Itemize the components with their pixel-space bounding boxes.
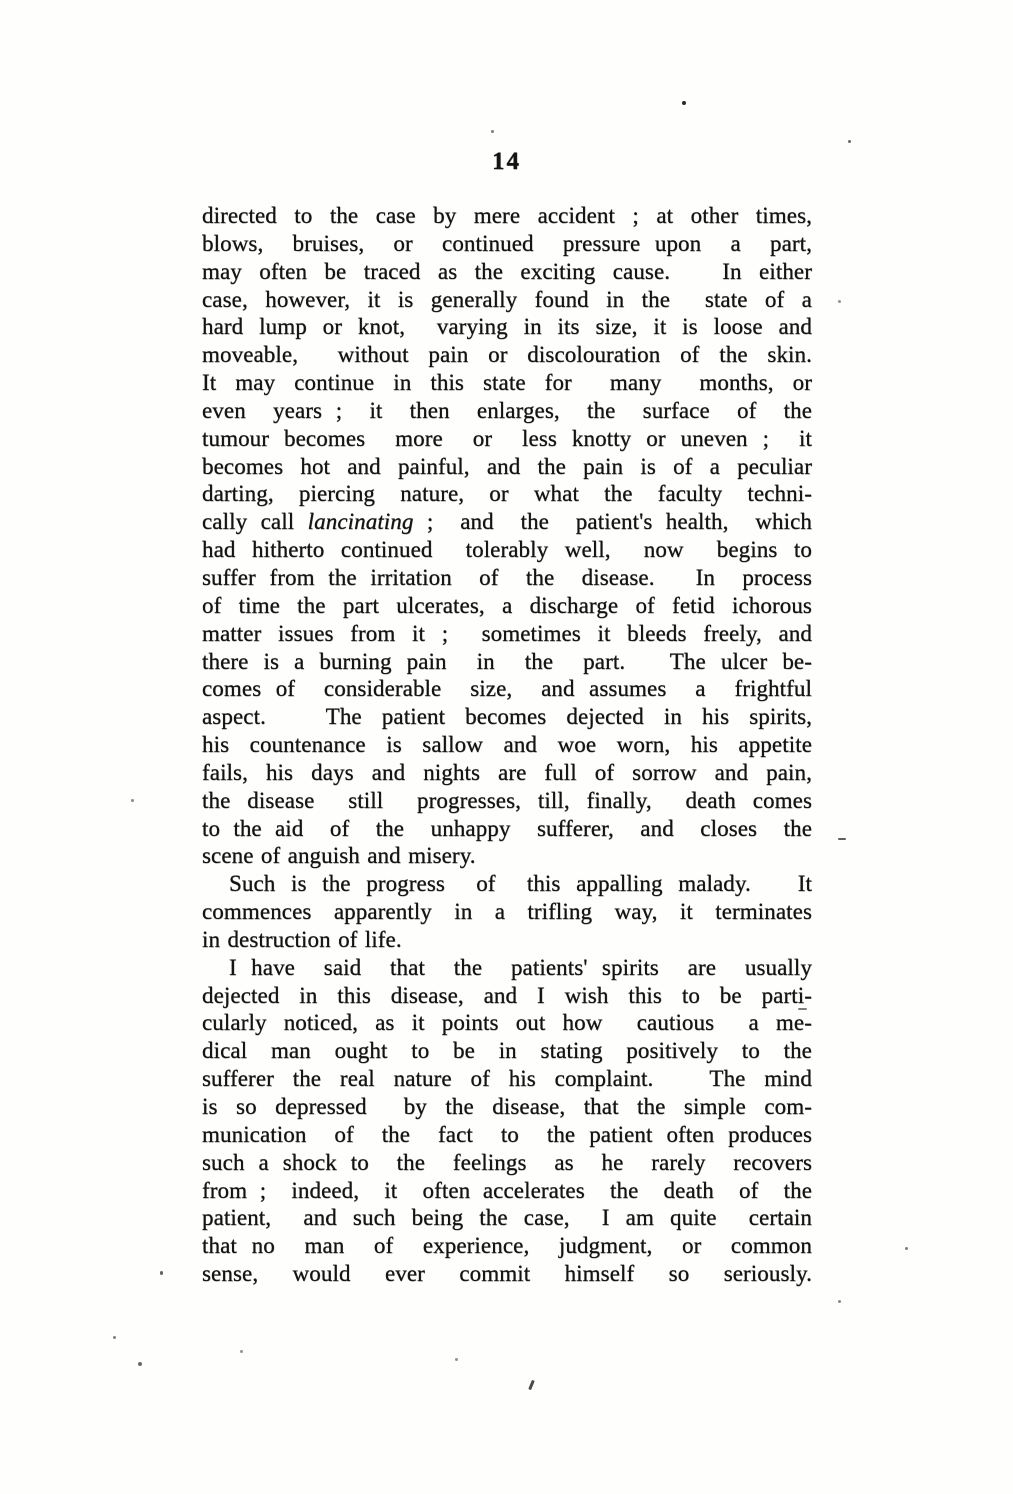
scan-speck [838, 300, 841, 303]
text-segment: blows, bruises, or continued pressure upon a part, [202, 230, 812, 256]
text-segment: tumour becomes more or less knotty or uneven ; it [202, 425, 812, 451]
text-segment: that no man of experience, judgment, or common [202, 1233, 812, 1259]
scan-speck [160, 1271, 163, 1275]
scan-speck [138, 1362, 142, 1366]
scan-speck [838, 1300, 841, 1303]
text-line [202, 648, 812, 676]
text-line [202, 1121, 812, 1149]
text-line [202, 703, 812, 731]
text-line [202, 1065, 812, 1093]
text-segment: cally call [202, 509, 308, 535]
text-segment: his countenance is sallow and woe worn, his appetite [202, 732, 812, 758]
text-line [202, 230, 812, 258]
text-line [202, 1177, 812, 1205]
text-segment: lancinating [307, 509, 414, 535]
text-line [202, 1093, 812, 1121]
text-line [202, 202, 812, 230]
scan-speck [528, 1380, 535, 1390]
text-segment: ; and the patient's health, which [413, 509, 812, 535]
scan-speck [455, 1358, 458, 1361]
text-segment: becomes hot and painful, and the pain is of a peculiar [202, 453, 812, 479]
scan-speck [848, 140, 851, 143]
page-text [202, 202, 812, 1288]
text-segment: scene of anguish and misery. [202, 843, 476, 869]
text-segment: case, however, it is generally found in the state of a [202, 286, 812, 312]
text-line [202, 536, 812, 564]
text-line [202, 620, 812, 648]
text-segment: dejected in this disease, and I wish this to be parti- [202, 982, 812, 1008]
text-segment: patient, and such being the case, I am quite certain [202, 1205, 812, 1231]
text-line [202, 815, 812, 843]
scan-speck [131, 799, 134, 802]
scan-speck [682, 101, 686, 105]
text-segment: Such is the progress of this appalling malady. It [229, 871, 812, 897]
text-line [202, 313, 812, 341]
text-segment: aspect. The patient becomes dejected in his spirits, [202, 704, 812, 730]
text-line [202, 954, 812, 982]
text-line [202, 675, 812, 703]
text-line [202, 1009, 812, 1037]
text-line [202, 341, 812, 369]
text-line [202, 397, 812, 425]
text-line [202, 870, 812, 898]
text-segment: had hitherto continued tolerably well, now begins to [202, 537, 812, 563]
scan-speck [798, 1008, 807, 1010]
text-segment: munication of the fact to the patient often produces [202, 1121, 812, 1147]
text-segment: sufferer the real nature of his complaint. The mind [202, 1066, 812, 1092]
text-segment: there is a burning pain in the part. The ulcer be- [202, 648, 812, 674]
text-line [202, 1149, 812, 1177]
text-line [202, 425, 812, 453]
text-segment: It may continue in this state for many months, or [202, 370, 812, 396]
text-line [202, 759, 812, 787]
text-segment: suffer from the irritation of the disease. In process [202, 564, 812, 590]
text-line [202, 787, 812, 815]
scan-speck [113, 1336, 116, 1339]
text-segment: darting, piercing nature, or what the faculty techni- [202, 481, 812, 507]
text-line [202, 926, 812, 954]
text-line [202, 982, 812, 1010]
text-segment: I have said that the patients' spirits are usually [229, 954, 812, 980]
text-segment: commences apparently in a trifling way, it terminates [202, 899, 812, 925]
text-line [202, 453, 812, 481]
text-line [202, 1037, 812, 1065]
text-segment: dical man ought to be in stating positively to the [202, 1038, 812, 1064]
text-segment: the disease still progresses, till, finally, death comes [202, 787, 812, 813]
text-segment: from ; indeed, it often accelerates the death of the [202, 1177, 812, 1203]
scan-speck [905, 1247, 908, 1250]
text-line [202, 898, 812, 926]
text-line [202, 1232, 812, 1260]
scan-speck [491, 130, 494, 133]
text-segment: directed to the case by mere accident ; at other times, [202, 203, 812, 228]
text-line [202, 592, 812, 620]
text-segment: is so depressed by the disease, that the simple com- [202, 1094, 812, 1119]
text-segment: comes of considerable size, and assumes a frightful [202, 676, 812, 702]
text-segment: cularly noticed, as it points out how cautious a me- [202, 1010, 812, 1036]
text-line [202, 1204, 812, 1232]
text-segment: such a shock to the feelings as he rarely recovers [202, 1149, 812, 1175]
page-number: 14 [492, 148, 521, 175]
text-segment: sense, would ever commit himself so seriously. [202, 1261, 812, 1287]
text-segment: fails, his days and nights are full of sorrow and pain, [202, 759, 812, 785]
text-segment: matter issues from it ; sometimes it bleeds freely, and [202, 620, 812, 646]
scan-speck [838, 838, 846, 840]
text-line [202, 369, 812, 397]
text-segment: hard lump or knot, varying in its size, it is loose and [202, 314, 812, 340]
text-line [202, 508, 812, 536]
text-segment: in destruction of life. [202, 926, 402, 952]
text-segment: moveable, without pain or discolouration of the skin. [202, 342, 812, 368]
text-segment: to the aid of the unhappy sufferer, and closes the [202, 815, 812, 841]
text-segment: of time the part ulcerates, a discharge of fetid ichorous [202, 592, 812, 618]
text-line [202, 842, 812, 870]
text-line [202, 1260, 812, 1288]
text-line [202, 480, 812, 508]
text-line [202, 564, 812, 592]
text-segment: even years ; it then enlarges, the surface of the [202, 397, 812, 423]
text-line [202, 286, 812, 314]
text-segment: may often be traced as the exciting cause. In either [202, 258, 812, 284]
scan-speck [240, 1350, 243, 1353]
text-line [202, 731, 812, 759]
text-line [202, 258, 812, 286]
